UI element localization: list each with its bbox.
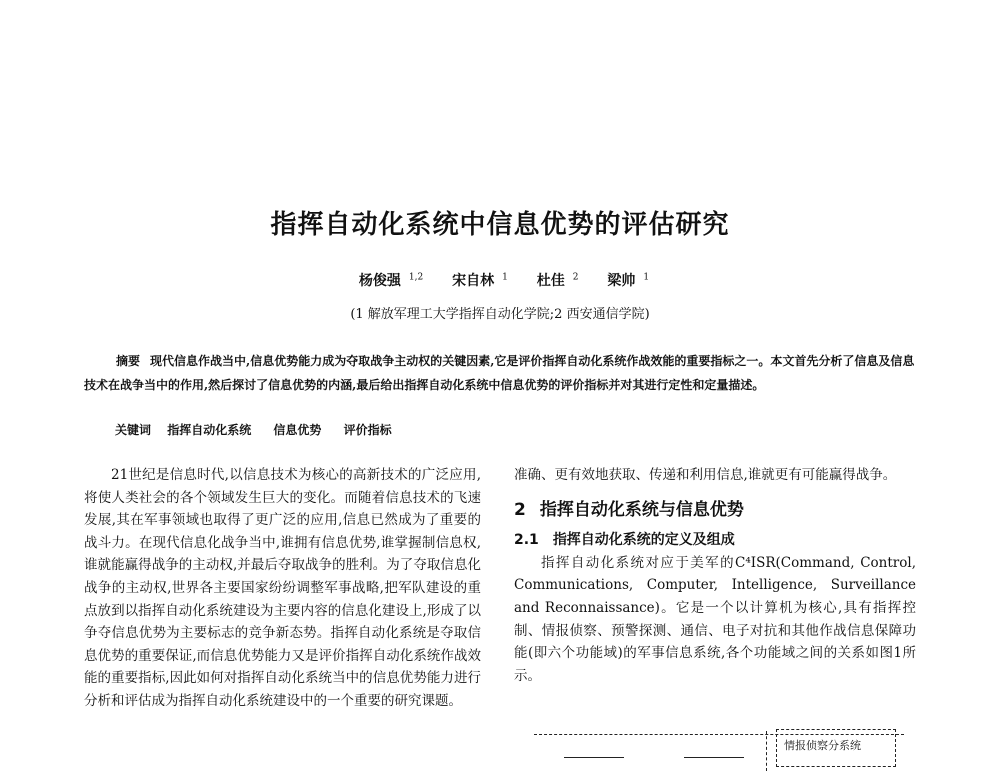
figure-1 — [534, 734, 904, 775]
intro-paragraph: 21世纪是信息时代,以信息技术为核心的高新技术的广泛应用,将使人类社会的各个领域发生巨大的变化。而随着信息技术的飞速发展,其在军事领域也取得了更广泛的应用,信息已然成为了重要的战斗力。在现代信息化战争当中,谁拥有信息优势,谁掌握制信息权,谁就能赢得战争的主动权,并最后夺取战争的胜利。为了夺取信息化战争的主动权,世界各主要国家纷纷调整军事战略,把军队建设的重点放到以指挥自动化系统建设为主要内容的信息化建设上,形成了以争夺信息优势为主要标志的竞争新态势。指挥自动化系统是夺取信息优势的重要保证,而信息优势能力又是评价指挥自动化系统作战效能的重要指标,因此如何对指挥自动化系统当中的信息优势能力进行分析和评估成为指挥自动化系统建设中的一个重要的研究课题。 — [84, 467, 481, 709]
keyword: 信息优势 — [273, 423, 322, 437]
keywords-label: 关键词 — [115, 423, 152, 437]
abstract-text: 现代信息作战当中,信息优势能力成为夺取战争主动权的关键因素,它是评价指挥自动化系统作战效能的重要指标之一。本文首先分析了信息及信息技术在战争当中的作用,然后探讨了信息优势的内涵,最后给出指挥自动化系统中信息优势的评价指标并对其进行定性和定量描述。 — [84, 354, 915, 392]
right-column — [514, 464, 916, 687]
figure-block — [564, 757, 624, 778]
author: 杜佳 $^2$ — [536, 272, 579, 289]
abstract — [84, 349, 916, 397]
continuation-paragraph: 准确、更有效地获取、传递和利用信息,谁就更有可能赢得战争。 — [514, 467, 897, 483]
author-list — [0, 270, 1000, 290]
subsection-heading: 2.1 指挥自动化系统的定义及组成 — [514, 532, 735, 549]
author: 梁帅 $^1$ — [607, 272, 650, 289]
author: 宋自林 $^1$ — [452, 272, 508, 289]
abstract-label: 摘要 — [116, 354, 141, 368]
section-paragraph: 指挥自动化系统对应于美军的C⁴ISR(Command, Control, Communications, Computer, Intelligence, Surveillance and Reconnaissance)。它是一个以计算机为核心,具有指挥控制、情报侦察、预警探测、通信、电子对抗和其他作战信息保障功能(即六个功能域)的军事信息系统,各个功能域之间的关系如图1所示。 — [514, 554, 916, 684]
keyword: 指挥自动化系统 — [167, 423, 252, 437]
section-heading: 2 指挥自动化系统与信息优势 — [514, 499, 744, 520]
paper-title: 指挥自动化系统中信息优势的评估研究 — [270, 210, 730, 240]
left-column — [84, 464, 481, 713]
author: 杨俊强 $^{1,2}$ — [358, 272, 424, 289]
keyword: 评价指标 — [343, 423, 392, 437]
keywords — [115, 421, 410, 438]
affiliation: (1 解放军理工大学指挥自动化学院;2 西安通信学院) — [350, 307, 650, 322]
figure-divider — [766, 731, 767, 771]
figure-block — [684, 757, 744, 778]
figure-box-label: 情报侦察分系统 — [784, 739, 861, 752]
